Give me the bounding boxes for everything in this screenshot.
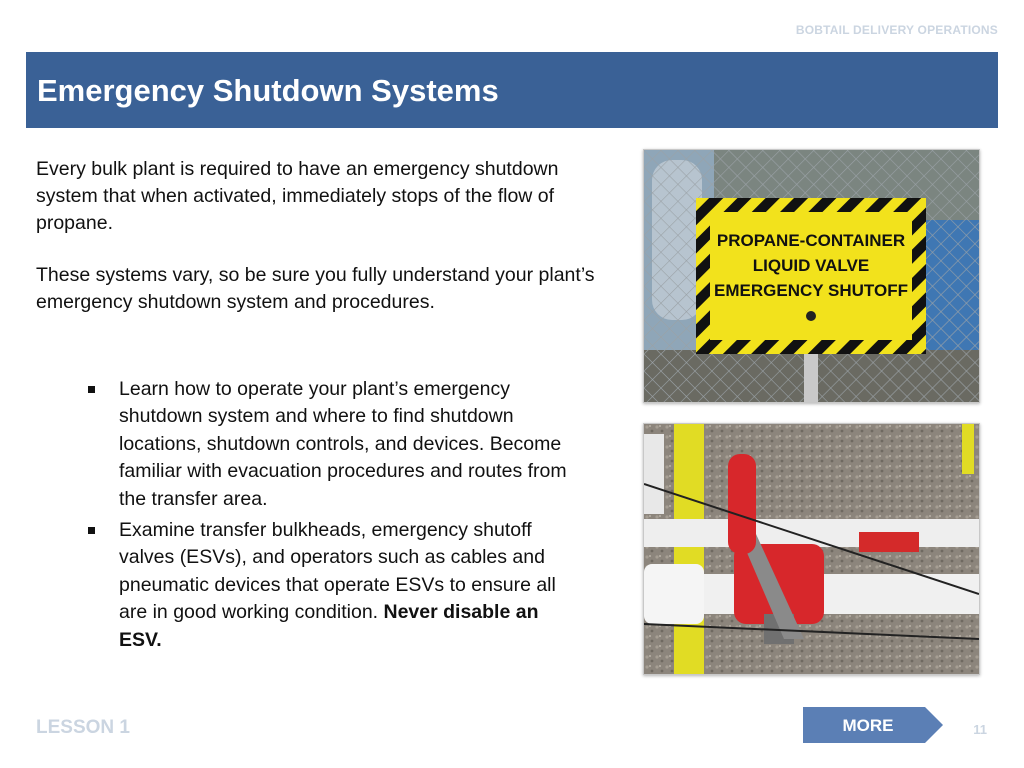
bullet-text: Examine transfer bulkheads, emergency shutoff valves (ESVs), and operators such as cables and pneumatic devices that operate ESVs to ensure all are in good working condition. <box>119 519 556 624</box>
sign-line-2: LIQUID VALVE <box>752 256 870 275</box>
paragraph-intro: Every bulk plant is required to have an emergency shutdown system that when activated, immediately stops of the flow of propane. <box>36 158 559 234</box>
title-bar <box>26 52 998 128</box>
photo-emergency-shutoff-valve <box>643 423 980 675</box>
course-topic: BOBTAIL DELIVERY OPERATIONS <box>795 23 998 37</box>
sign-line-1: PROPANE-CONTAINER <box>716 231 906 250</box>
slide-title: Emergency Shutdown Systems <box>37 73 499 108</box>
paragraph-systems-vary: These systems vary, so be sure you fully understand your plant’s emergency shutdown system and procedures. <box>36 264 595 313</box>
lesson-label: LESSON 1 <box>36 717 130 738</box>
bullet-item <box>84 376 584 513</box>
bullet-emphasis: Never disable an ESV. <box>119 601 539 651</box>
bullet-item <box>84 517 584 654</box>
bullet-square-icon <box>88 527 95 534</box>
bullet-text: Learn how to operate your plant’s emergency shutdown system and where to find shutdown locations, shutdown controls, and devices. Become familiar with evacuation procedures and routes from the transfer area. <box>119 378 567 510</box>
bullet-square-icon <box>88 386 95 393</box>
more-button-label: MORE <box>842 716 894 735</box>
bullet-list <box>84 376 584 658</box>
page-number: 11 <box>973 722 987 737</box>
photo-emergency-shutoff-sign <box>643 149 980 403</box>
sign-line-3: EMERGENCY SHUTOFF <box>714 281 908 300</box>
more-button[interactable] <box>803 707 943 743</box>
